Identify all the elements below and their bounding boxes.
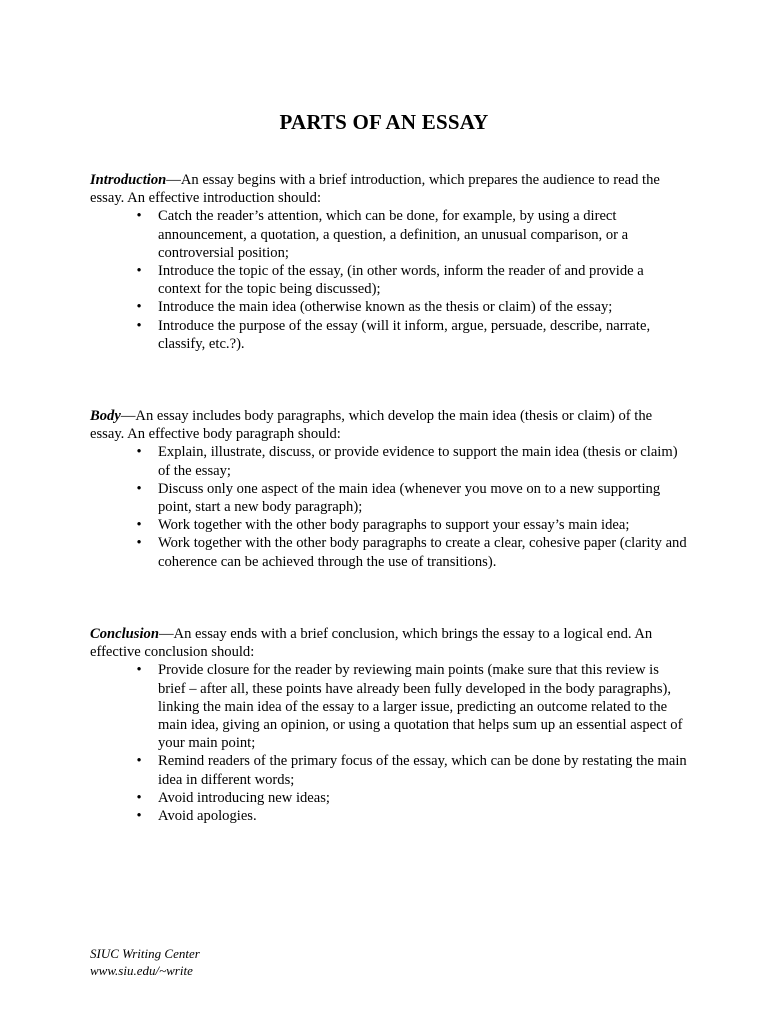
bullet-list: [90, 207, 690, 353]
section-intro-paragraph: [90, 625, 690, 661]
section-conclusion: [90, 625, 690, 825]
bullet-icon: •: [136, 208, 142, 225]
bullet-icon: •: [136, 480, 142, 497]
section-heading: Body: [90, 408, 121, 424]
bullet-icon: •: [136, 662, 142, 679]
list-item: [90, 207, 690, 262]
footer-organization: SIUC Writing Center: [90, 946, 200, 961]
list-item-text: Work together with the other body paragraphs to support your essay’s main idea;: [158, 517, 630, 534]
bullet-icon: •: [136, 535, 142, 552]
list-item-text: Introduce the main idea (otherwise known as the thesis or claim) of the essay;: [158, 299, 613, 316]
list-item: [90, 534, 690, 570]
bullet-icon: •: [136, 317, 142, 334]
section-heading: Introduction: [90, 172, 167, 188]
section-body: [90, 407, 690, 571]
section-intro-text: —An essay includes body paragraphs, which develop the main idea (thesis or claim) of the essay. An effective body paragraph should:: [90, 408, 653, 443]
list-item: [90, 298, 690, 316]
list-item: [90, 516, 690, 534]
list-item-text: Introduce the topic of the essay, (in other words, inform the reader of and provide a context for the topic being discussed);: [158, 263, 644, 298]
bullet-icon: •: [136, 517, 142, 534]
section-intro-paragraph: [90, 407, 690, 443]
section-intro-text: —An essay begins with a brief introduction, which prepares the audience to read the essay. An effective introduction should:: [90, 172, 660, 207]
list-item: [90, 789, 690, 807]
footer-url: www.siu.edu/~write: [90, 963, 193, 978]
bullet-icon: •: [136, 753, 142, 770]
list-item: [90, 661, 690, 752]
bullet-icon: •: [136, 789, 142, 806]
section-introduction: [90, 171, 690, 353]
section-heading: Conclusion: [90, 626, 159, 642]
list-item: [90, 317, 690, 353]
section-intro-text: —An essay ends with a brief conclusion, which brings the essay to a logical end. An effective conclusion should:: [90, 626, 653, 661]
list-item-text: Remind readers of the primary focus of the essay, which can be done by restating the main idea in different words;: [158, 753, 687, 788]
list-item-text: Avoid apologies.: [158, 808, 257, 825]
bullet-icon: •: [136, 808, 142, 825]
list-item: [90, 480, 690, 516]
list-item: [90, 807, 690, 825]
bullet-icon: •: [136, 299, 142, 316]
section-intro-paragraph: [90, 171, 690, 207]
list-item-text: Provide closure for the reader by reviewing main points (make sure that this review is brief – after all, these points have already been fully developed in the body paragraphs), linking the main idea of the essay to a larger issue, predicting an outcome related to the main idea, giving an opinion, or using a quotation that helps sum up an essential aspect of your main point;: [158, 662, 683, 752]
list-item-text: Introduce the purpose of the essay (will it inform, argue, persuade, describe, narrate, classify, etc.?).: [158, 317, 651, 352]
bullet-list: [90, 443, 690, 570]
list-item: [90, 443, 690, 479]
list-item-text: Explain, illustrate, discuss, or provide evidence to support the main idea (thesis or claim) of the essay;: [158, 444, 678, 479]
list-item-text: Work together with the other body paragraphs to create a clear, cohesive paper (clarity and coherence can be achieved through the use of transitions).: [158, 535, 687, 570]
bullet-icon: •: [136, 263, 142, 280]
list-item: [90, 262, 690, 298]
page-footer: [90, 945, 200, 979]
page-title: PARTS OF AN ESSAY: [279, 110, 489, 134]
bullet-icon: •: [136, 444, 142, 461]
bullet-list: [90, 661, 690, 825]
list-item-text: Catch the reader’s attention, which can be done, for example, by using a direct announcement, a quotation, a question, a definition, an unusual comparison, or a controversial position;: [158, 208, 629, 261]
list-item-text: Discuss only one aspect of the main idea (whenever you move on to a new supporting point, start a new body paragraph);: [158, 480, 661, 516]
list-item-text: Avoid introducing new ideas;: [158, 789, 330, 806]
list-item: [90, 752, 690, 788]
